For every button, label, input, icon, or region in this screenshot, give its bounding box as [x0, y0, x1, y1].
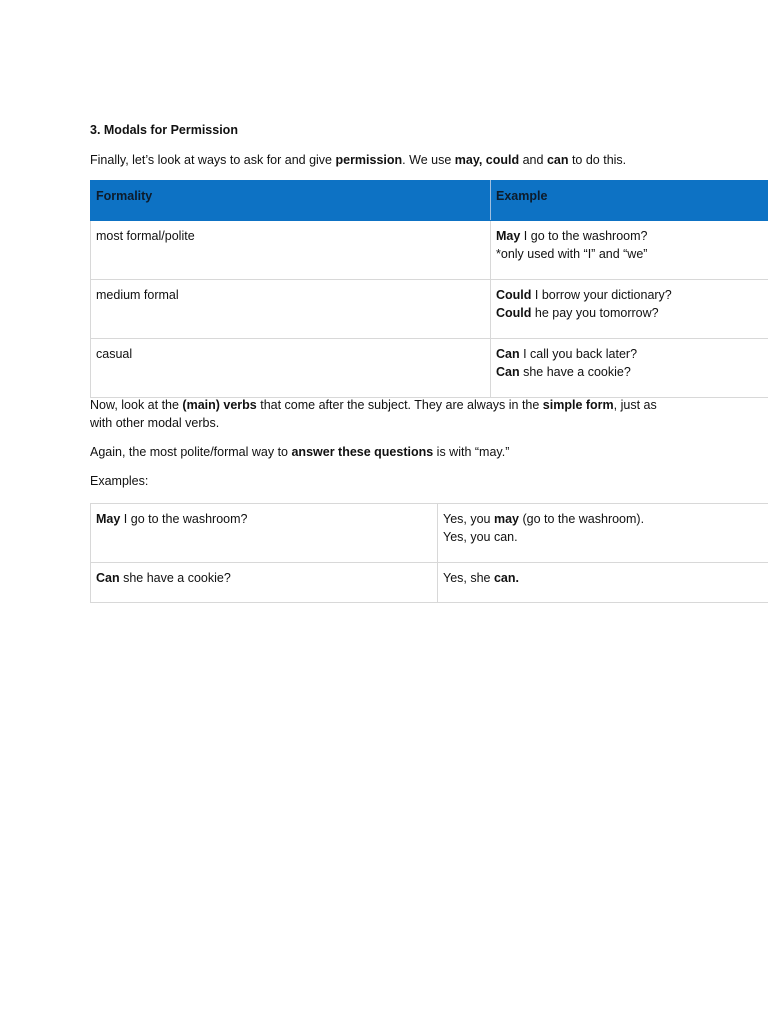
example-note	[496, 245, 768, 263]
example-line	[496, 286, 768, 304]
example-modal: Could	[496, 306, 532, 320]
verbs-text: , just as	[613, 398, 657, 412]
example-line	[496, 345, 768, 363]
table-row	[91, 221, 768, 280]
verbs-text: Now, look at the	[90, 398, 183, 412]
answer-line	[443, 510, 768, 528]
example-modal: Can	[496, 365, 520, 379]
intro-text: to do this.	[568, 153, 627, 167]
intro-bold-permission: permission	[335, 153, 403, 167]
answer-modal: can.	[493, 571, 519, 585]
verbs-bold-main-verbs: (main) verbs	[182, 398, 257, 412]
answer-paragraph	[90, 443, 509, 461]
intro-text: . We use	[402, 153, 455, 167]
intro-text: and	[519, 153, 547, 167]
example-modal: Could	[496, 288, 532, 302]
example-text: I call you back later?	[519, 347, 638, 361]
intro-bold-can: can	[546, 153, 569, 167]
example-text: I go to the washroom?	[520, 229, 648, 243]
header-formality: Formality	[91, 181, 491, 221]
question-text: I go to the washroom?	[120, 512, 248, 526]
question-cell	[91, 504, 438, 563]
answer-text: Again, the most polite/formal way to	[90, 445, 292, 459]
verbs-bold-simple-form: simple form	[542, 398, 614, 412]
examples-label: Examples:	[90, 474, 149, 488]
answer-bold: answer these questions	[291, 445, 434, 459]
example-cell	[491, 280, 768, 339]
intro-paragraph	[90, 151, 626, 169]
answer-cell	[438, 504, 768, 563]
formality-cell: most formal/polite	[91, 221, 491, 280]
formality-table	[90, 180, 768, 398]
answer-text: Yes, she	[443, 571, 494, 585]
question-modal: May	[96, 512, 121, 526]
verbs-paragraph	[90, 396, 657, 432]
verbs-text: with other modal verbs.	[90, 416, 220, 430]
example-text: he pay you tomorrow?	[531, 306, 659, 320]
question-modal: Can	[96, 571, 120, 585]
answer-cell	[438, 563, 768, 603]
answer-text: is with “may.”	[433, 445, 510, 459]
header-example: Example	[491, 181, 768, 221]
answer-line: Yes, you can.	[443, 530, 518, 544]
example-text: I borrow your dictionary?	[531, 288, 672, 302]
answer-line	[443, 569, 768, 587]
example-line	[496, 363, 768, 381]
example-line	[496, 227, 768, 245]
example-modal: May	[496, 229, 521, 243]
verbs-text: that come after the subject. They are always in the	[256, 398, 543, 412]
example-text: *only used with “I” and “we”	[496, 247, 648, 261]
question-text: she have a cookie?	[119, 571, 231, 585]
section-title: 3. Modals for Permission	[90, 123, 238, 137]
intro-bold-modals: may, could	[454, 153, 520, 167]
formality-cell: medium formal	[91, 280, 491, 339]
example-cell	[491, 339, 768, 398]
table-header-row	[91, 181, 768, 221]
question-cell	[91, 563, 438, 603]
examples-table	[90, 503, 768, 603]
answer-text: Yes, you	[443, 512, 494, 526]
answer-text: (go to the washroom).	[519, 512, 645, 526]
table-row	[91, 280, 768, 339]
answer-modal: may	[493, 512, 519, 526]
example-modal: Can	[496, 347, 520, 361]
table-row	[91, 339, 768, 398]
example-cell	[491, 221, 768, 280]
example-line	[496, 304, 768, 322]
intro-text: Finally, let’s look at ways to ask for and give	[90, 153, 336, 167]
table-row	[91, 563, 768, 603]
table-row	[91, 504, 768, 563]
example-text: she have a cookie?	[519, 365, 631, 379]
formality-cell: casual	[91, 339, 491, 398]
